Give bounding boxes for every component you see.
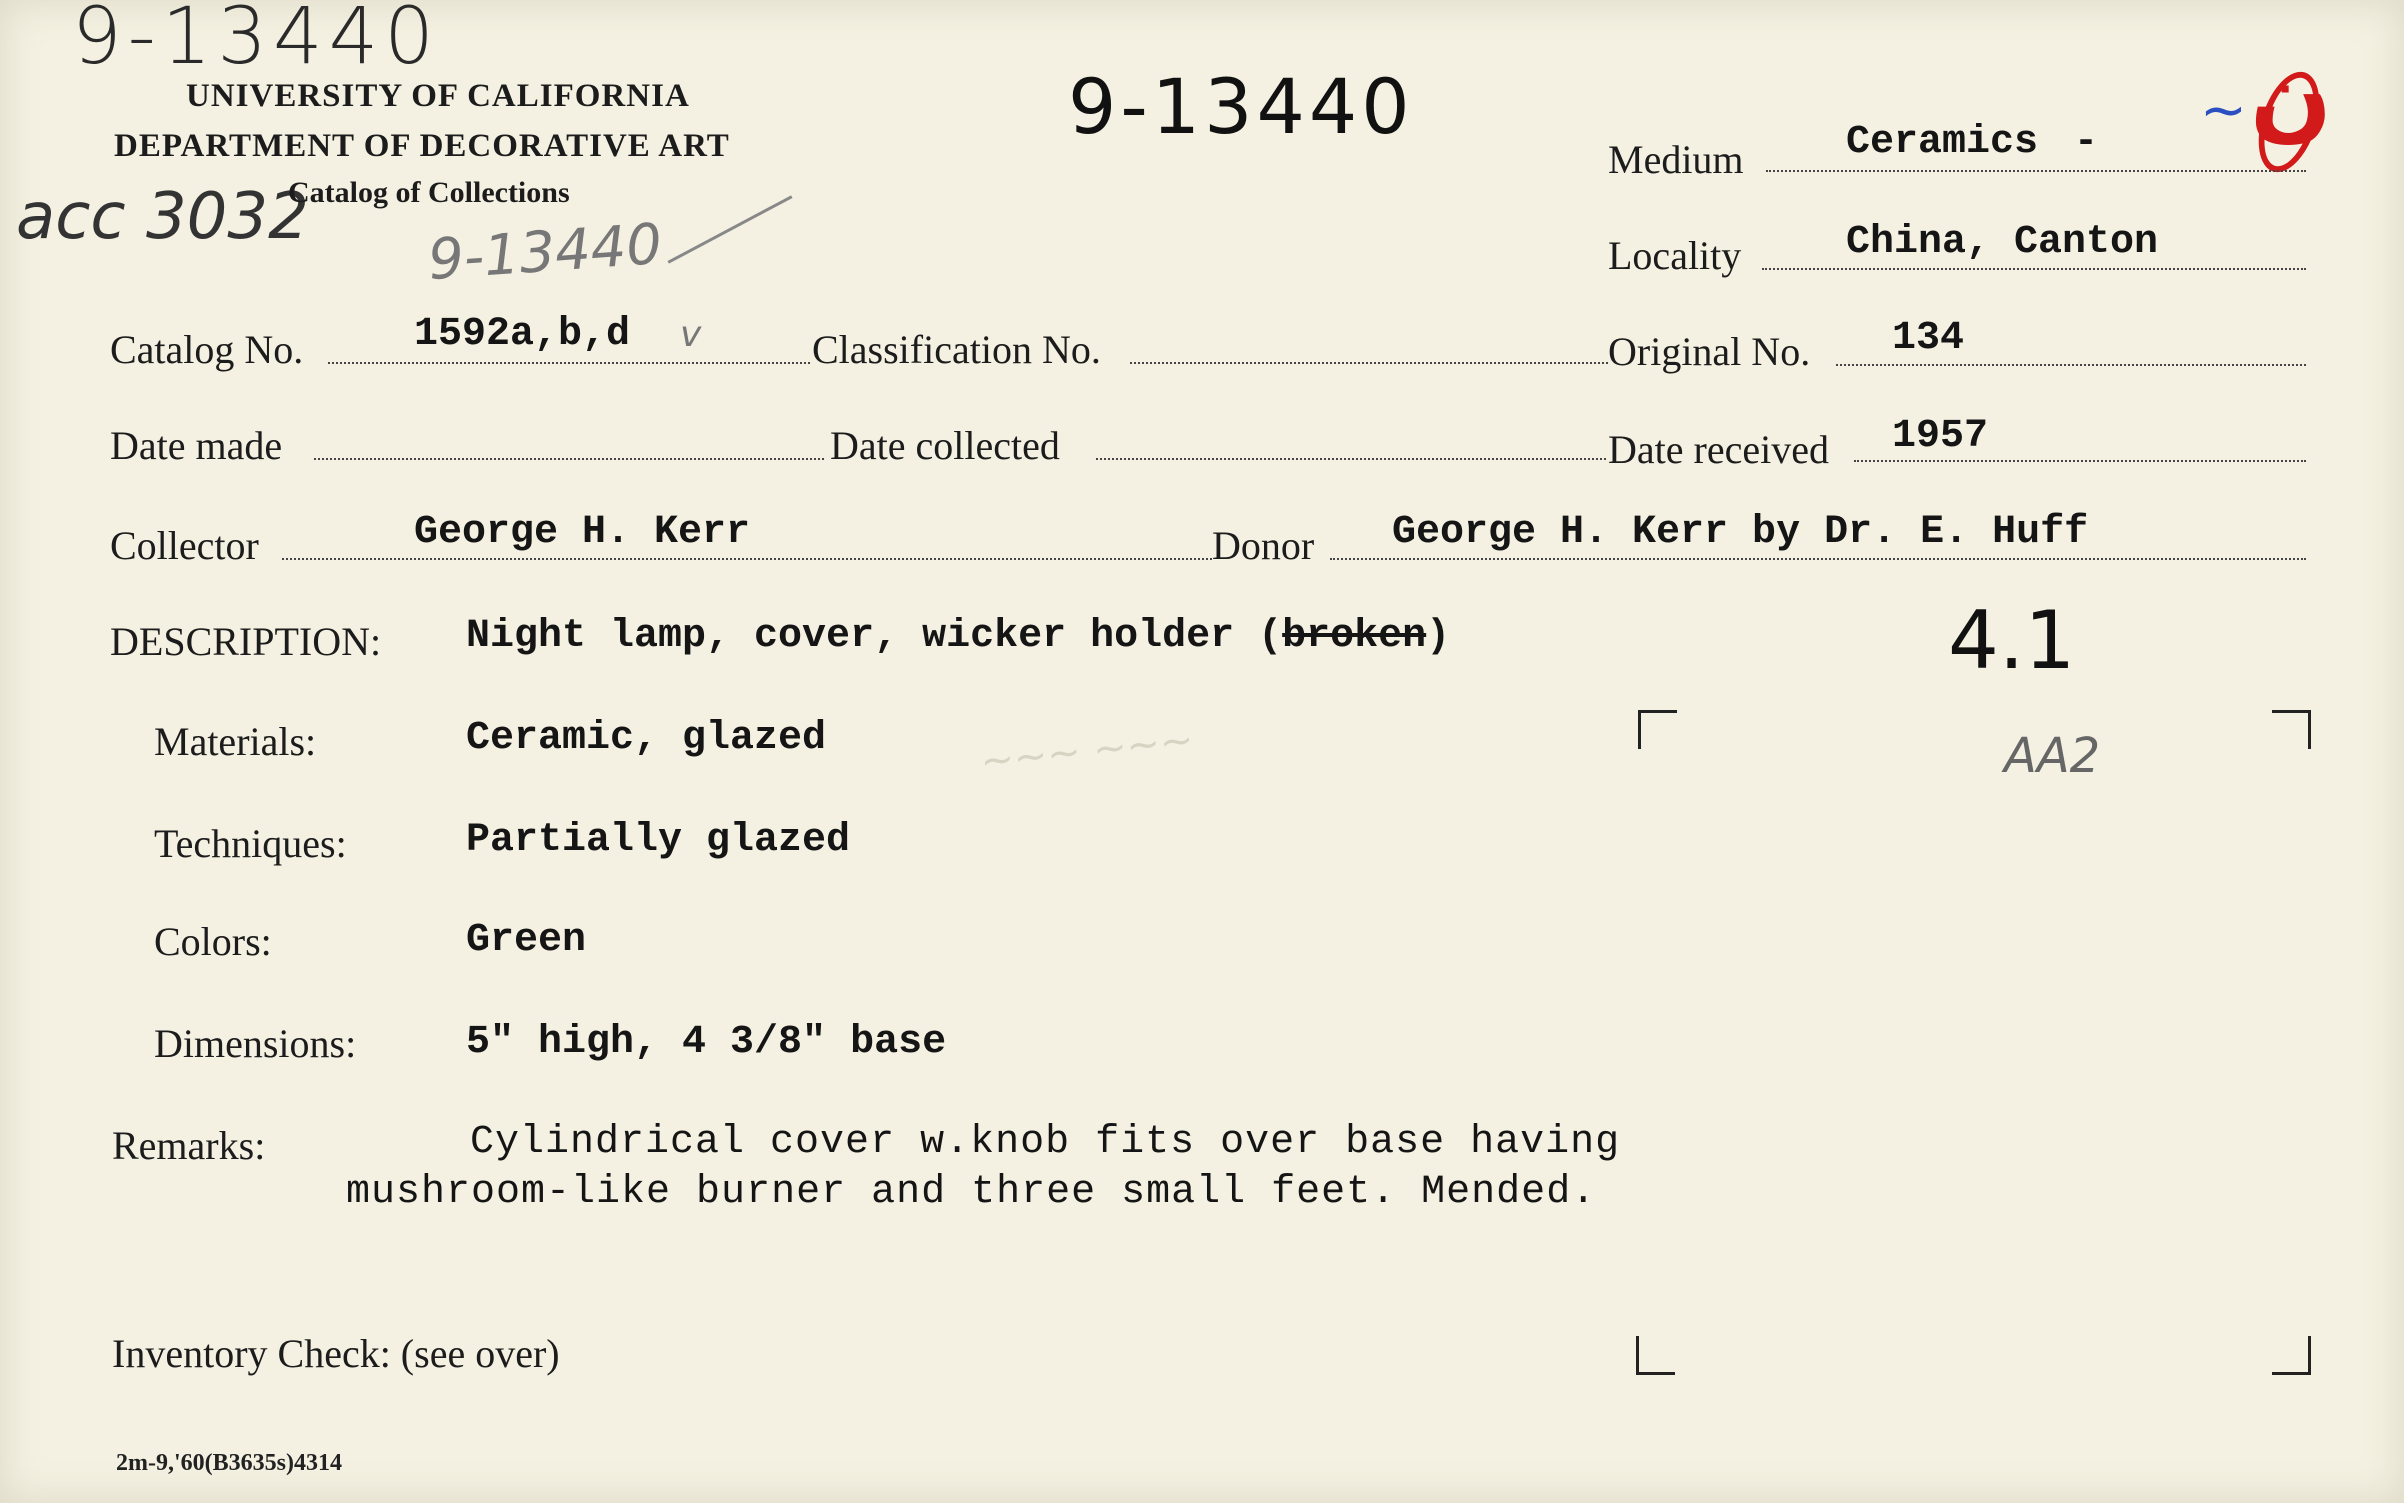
mount-corner-top-right (2272, 710, 2311, 749)
header-catalog: Catalog of Collections (288, 176, 570, 209)
colors-value: Green (466, 918, 587, 963)
dimensions-value: 5" high, 4 3/8" base (466, 1020, 947, 1065)
handwritten-acc-number: acc 3032 (16, 180, 309, 254)
faint-pencil-note: ~~~ ~~~ (978, 716, 1196, 786)
medium-suffix: - (2074, 120, 2099, 165)
date-received-value: 1957 (1892, 414, 1989, 459)
header-department: DEPARTMENT OF DECORATIVE ART (114, 128, 730, 164)
header-university: UNIVERSITY OF CALIFORNIA (186, 78, 690, 114)
collector-value: George H. Kerr (414, 510, 751, 555)
mount-corner-bottom-left (1636, 1336, 1675, 1375)
mount-corner-top-left (1638, 710, 1677, 749)
locality-label: Locality (1608, 233, 1742, 278)
donor-dots (1330, 558, 2306, 560)
description-value (466, 614, 1450, 659)
techniques-value: Partially glazed (466, 818, 851, 863)
medium-dots (1766, 170, 2306, 172)
original-no-label: Original No. (1608, 329, 1811, 374)
classification-no-label: Classification No. (812, 327, 1101, 372)
date-received-dots (1854, 460, 2306, 462)
date-collected-dots (1096, 458, 1606, 460)
medium-value: Ceramics (1846, 120, 2039, 165)
handwritten-right-code: AA2 (2004, 728, 2101, 784)
remarks-line-1: Cylindrical cover w.knob fits over base having (470, 1120, 1621, 1165)
inventory-check-label: Inventory Check: (see over) (112, 1331, 560, 1376)
mount-corner-bottom-right (2272, 1336, 2311, 1375)
description-label: DESCRIPTION: (110, 619, 382, 664)
collector-dots (282, 558, 1212, 560)
dimensions-label: Dimensions: (154, 1021, 357, 1066)
handwritten-blue-mark: ~ (2200, 78, 2247, 143)
colors-label: Colors: (154, 919, 272, 964)
date-received-label: Date received (1608, 427, 1829, 472)
handwritten-pencil-number: 9-13440 (426, 211, 664, 294)
medium-label: Medium (1608, 137, 1744, 182)
catalog-no-value: 1592a,b,d (414, 312, 631, 357)
description-text: Night lamp, cover, wicker holder ( (466, 614, 1283, 659)
description-end: ) (1426, 614, 1451, 659)
handwritten-top-center-number: 9-13440 (1068, 62, 1414, 151)
locality-value: China, Canton (1846, 220, 2159, 265)
handwritten-right-number: 4.1 (1948, 594, 2076, 687)
date-collected-label: Date collected (830, 423, 1060, 468)
techniques-label: Techniques: (154, 821, 347, 866)
original-no-dots (1836, 364, 2306, 366)
pencil-check-stroke (667, 195, 792, 263)
remarks-label: Remarks: (112, 1123, 266, 1168)
handwritten-red-mark: ن (2250, 40, 2332, 152)
description-struck-text: broken (1282, 614, 1427, 659)
locality-dots (1762, 268, 2306, 270)
catalog-no-dots (328, 362, 810, 364)
date-made-dots (314, 458, 824, 460)
donor-label: Donor (1212, 523, 1315, 568)
collector-label: Collector (110, 523, 259, 568)
materials-value: Ceramic, glazed (466, 716, 827, 761)
handwritten-top-left-number: 9-13440 (72, 0, 440, 82)
materials-label: Materials: (154, 719, 317, 764)
footer-print-code: 2m-9,'60(B3635s)4314 (116, 1450, 342, 1476)
donor-value: George H. Kerr by Dr. E. Huff (1392, 510, 2089, 555)
classification-no-dots (1130, 362, 1608, 364)
date-made-label: Date made (110, 423, 283, 468)
catalog-no-label: Catalog No. (110, 327, 304, 372)
remarks-line-2: mushroom-like burner and three small feet. Mended. (346, 1170, 1597, 1215)
catalog-no-tick: v (680, 314, 702, 355)
original-no-value: 134 (1892, 316, 1965, 361)
